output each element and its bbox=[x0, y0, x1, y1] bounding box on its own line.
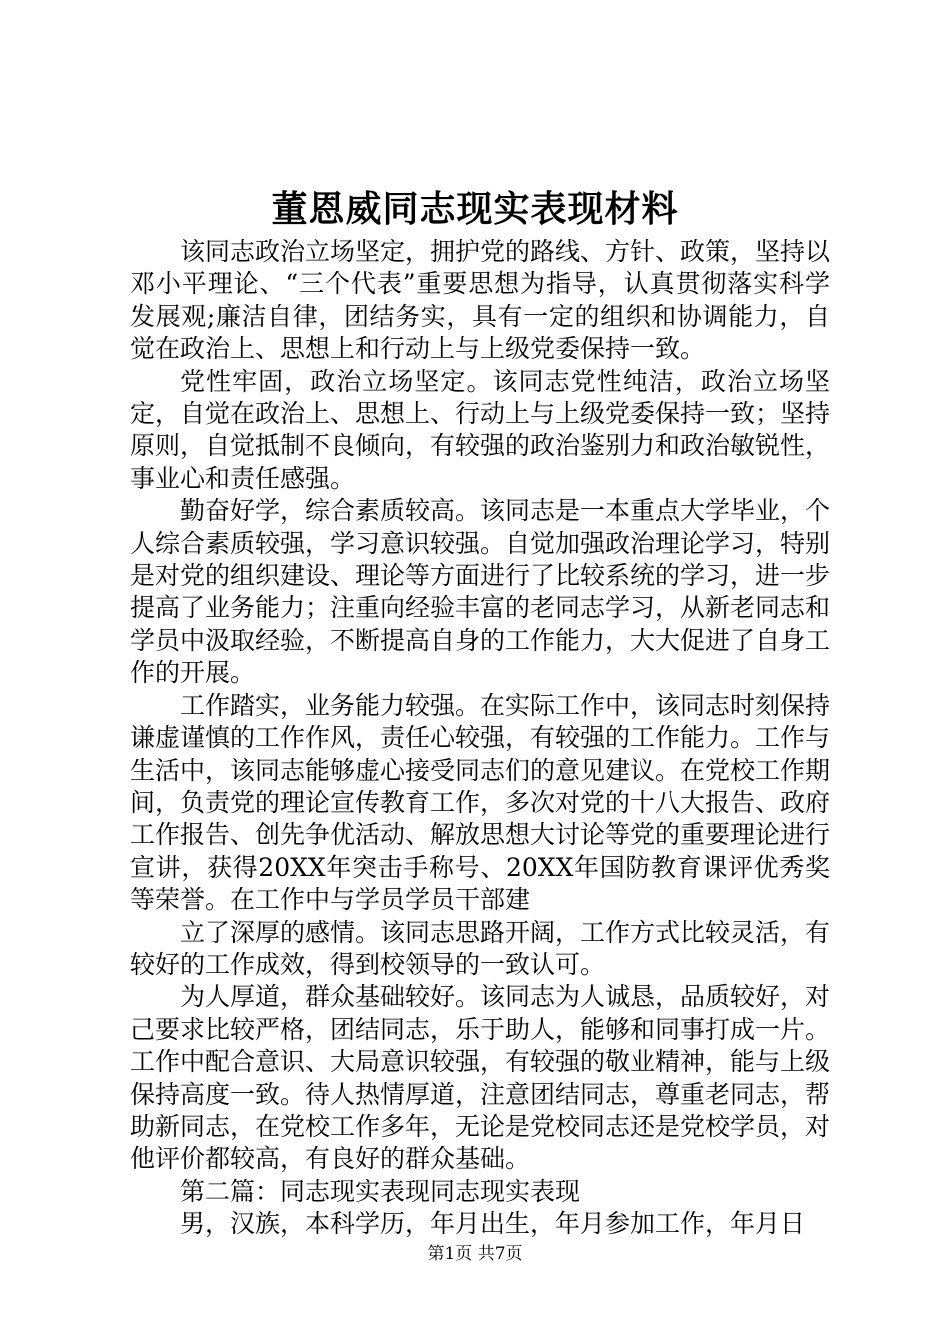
section-heading: 第二篇：同志现实表现同志现实表现 bbox=[180, 1176, 581, 1206]
paragraph: 勤奋好学，综合素质较高。该同志是一本重点大学毕业，个人综合素质较强，学习意识较强。自觉加强政治理论学习，特别是对党的组织建设、理论等方面进行了比较系统的学习，进一步提高了业务能力；注重向经验丰富的老同志学习，从新老同志和学员中汲取经验，不断提高自身的工作能力，大大促进了自身工作的开展。 bbox=[130, 496, 831, 688]
page-number-footer: 第1页 共7页 bbox=[427, 1244, 523, 1264]
paragraph: 为人厚道，群众基础较好。该同志为人诚恳，品质较好，对己要求比较严格，团结同志，乐于助人，能够和同事打成一片。工作中配合意识、大局意识较强，有较强的敬业精神，能与上级保持高度一致。待人热情厚道，注意团结同志，尊重老同志，帮助新同志，在党校工作多年，无论是党校同志还是党校学员，对他评价都较高，有良好的群众基础。 bbox=[130, 982, 831, 1174]
paragraph: 工作踏实，业务能力较强。在实际工作中，该同志时刻保持谦虚谨慎的工作作风，责任心较强，有较强的工作能力。工作与生活中，该同志能够虚心接受同志们的意见建议。在党校工作期间，负责党的理论宣传教育工作，多次对党的十八大报告、政府工作报告、创先争优活动、解放思想大讨论等党的重要理论进行宣讲，获得20XX年突击手称号、20XX年国防教育课评优秀奖等荣誉。在工作中与学员学员干部建 bbox=[130, 690, 831, 915]
paragraph: 党性牢固，政治立场坚定。该同志党性纯洁，政治立场坚定，自觉在政治上、思想上、行动上与上级党委保持一致；坚持原则，自觉抵制不良倾向，有较强的政治鉴别力和政治敏锐性，事业心和责任感强。 bbox=[130, 366, 831, 493]
document-title: 董恩威同志现实表现材料 bbox=[271, 188, 679, 230]
paragraph: 男，汉族，本科学历，年月出生，年月参加工作，年月日 bbox=[180, 1209, 806, 1239]
document-body bbox=[130, 236, 830, 1241]
paragraph: 该同志政治立场坚定，拥护党的路线、方针、政策，坚持以邓小平理论、“三个代表”重要思想为指导，认真贯彻落实科学发展观;廉洁自律，团结务实，具有一定的组织和协调能力，自觉在政治上、思想上和行动上与上级党委保持一致。 bbox=[130, 237, 831, 364]
paragraph: 立了深厚的感情。该同志思路开阔，工作方式比较灵活，有较好的工作成效，得到校领导的一致认可。 bbox=[130, 917, 831, 979]
